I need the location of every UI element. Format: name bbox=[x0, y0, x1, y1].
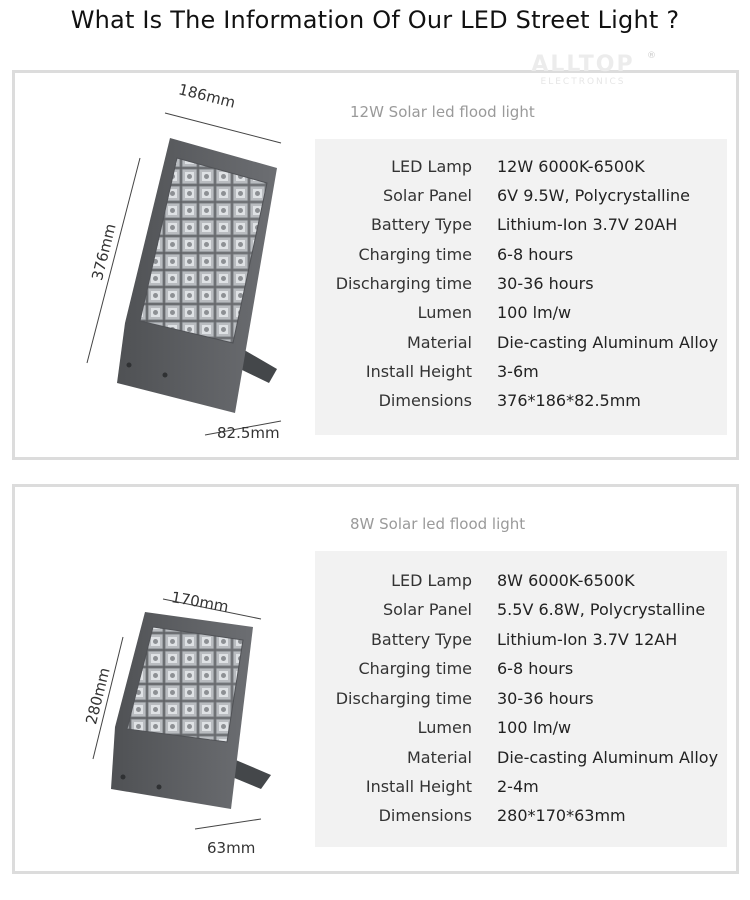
spec-value: Lithium-Ion 3.7V 12AH bbox=[497, 630, 678, 649]
brand-logo bbox=[516, 51, 656, 93]
logo-sub: ELECTRONICS bbox=[540, 77, 626, 87]
dimension-height: 280mm bbox=[82, 665, 114, 727]
spec-row bbox=[315, 215, 727, 243]
spec-row bbox=[315, 245, 727, 273]
spec-row bbox=[315, 157, 727, 185]
spec-label: Dimensions bbox=[378, 391, 472, 410]
spec-table bbox=[315, 139, 727, 435]
flood-light-illustration bbox=[45, 497, 305, 867]
spec-label: Battery Type bbox=[370, 215, 472, 234]
spec-row bbox=[315, 777, 727, 805]
spec-label: Solar Panel bbox=[382, 600, 472, 619]
dimension-width: 170mm bbox=[169, 588, 230, 616]
spec-label: Install Height bbox=[365, 362, 472, 381]
spec-row bbox=[315, 274, 727, 302]
spec-label: Material bbox=[407, 333, 472, 352]
spec-label: Dimensions bbox=[378, 806, 472, 825]
spec-value: 2-4m bbox=[497, 777, 539, 796]
spec-label: Discharging time bbox=[335, 689, 472, 708]
product-panel-12w bbox=[12, 51, 739, 460]
spec-value: 6-8 hours bbox=[497, 245, 574, 264]
spec-value: 12W 6000K-6500K bbox=[497, 157, 645, 176]
spec-row bbox=[315, 571, 727, 599]
spec-label: Lumen bbox=[417, 718, 472, 737]
logo-brand: ALLTOP bbox=[531, 52, 635, 77]
product-name: 12W Solar led flood light bbox=[350, 103, 535, 121]
spec-value: 6V 9.5W, Polycrystalline bbox=[497, 186, 691, 205]
spec-value: 8W 6000K-6500K bbox=[497, 571, 635, 590]
product-panel-8w bbox=[12, 484, 739, 874]
spec-row bbox=[315, 689, 727, 717]
spec-value: Die-casting Aluminum Alloy bbox=[497, 748, 719, 767]
product-image-12w bbox=[45, 80, 305, 453]
spec-row bbox=[315, 333, 727, 361]
spec-label: Charging time bbox=[358, 659, 472, 678]
spec-row bbox=[315, 303, 727, 331]
spec-value: 6-8 hours bbox=[497, 659, 574, 678]
dimension-depth: 63mm bbox=[207, 839, 256, 857]
spec-label: Solar Panel bbox=[382, 186, 472, 205]
spec-label: Material bbox=[407, 748, 472, 767]
spec-label: LED Lamp bbox=[391, 571, 472, 590]
spec-value: 280*170*63mm bbox=[497, 806, 626, 825]
spec-row bbox=[315, 718, 727, 746]
spec-label: Discharging time bbox=[335, 274, 472, 293]
spec-row bbox=[315, 600, 727, 628]
dimension-height: 376mm bbox=[88, 221, 120, 283]
logo-registered-mark: ® bbox=[647, 51, 656, 61]
spec-value: 376*186*82.5mm bbox=[497, 391, 641, 410]
spec-row bbox=[315, 391, 727, 419]
flood-light-illustration bbox=[45, 83, 305, 453]
spec-value: 30-36 hours bbox=[497, 689, 594, 708]
spec-row bbox=[315, 659, 727, 687]
page-title: What Is The Information Of Our LED Street Light ? bbox=[70, 6, 680, 34]
spec-table bbox=[315, 551, 727, 847]
spec-row bbox=[315, 630, 727, 658]
spec-value: Lithium-Ion 3.7V 20AH bbox=[497, 215, 678, 234]
spec-label: LED Lamp bbox=[391, 157, 472, 176]
spec-value: 30-36 hours bbox=[497, 274, 594, 293]
spec-value: 100 lm/w bbox=[497, 303, 572, 322]
spec-label: Install Height bbox=[365, 777, 472, 796]
spec-value: Die-casting Aluminum Alloy bbox=[497, 333, 719, 352]
spec-row bbox=[315, 748, 727, 776]
spec-label: Lumen bbox=[417, 303, 472, 322]
product-image-8w bbox=[45, 497, 305, 867]
spec-row bbox=[315, 186, 727, 214]
product-name: 8W Solar led flood light bbox=[350, 515, 526, 533]
spec-row bbox=[315, 362, 727, 390]
spec-value: 3-6m bbox=[497, 362, 539, 381]
spec-row bbox=[315, 806, 727, 834]
spec-label: Battery Type bbox=[370, 630, 472, 649]
dimension-depth: 82.5mm bbox=[217, 424, 280, 442]
spec-value: 5.5V 6.8W, Polycrystalline bbox=[497, 600, 706, 619]
dimension-width: 186mm bbox=[176, 80, 238, 112]
spec-value: 100 lm/w bbox=[497, 718, 572, 737]
spec-label: Charging time bbox=[358, 245, 472, 264]
